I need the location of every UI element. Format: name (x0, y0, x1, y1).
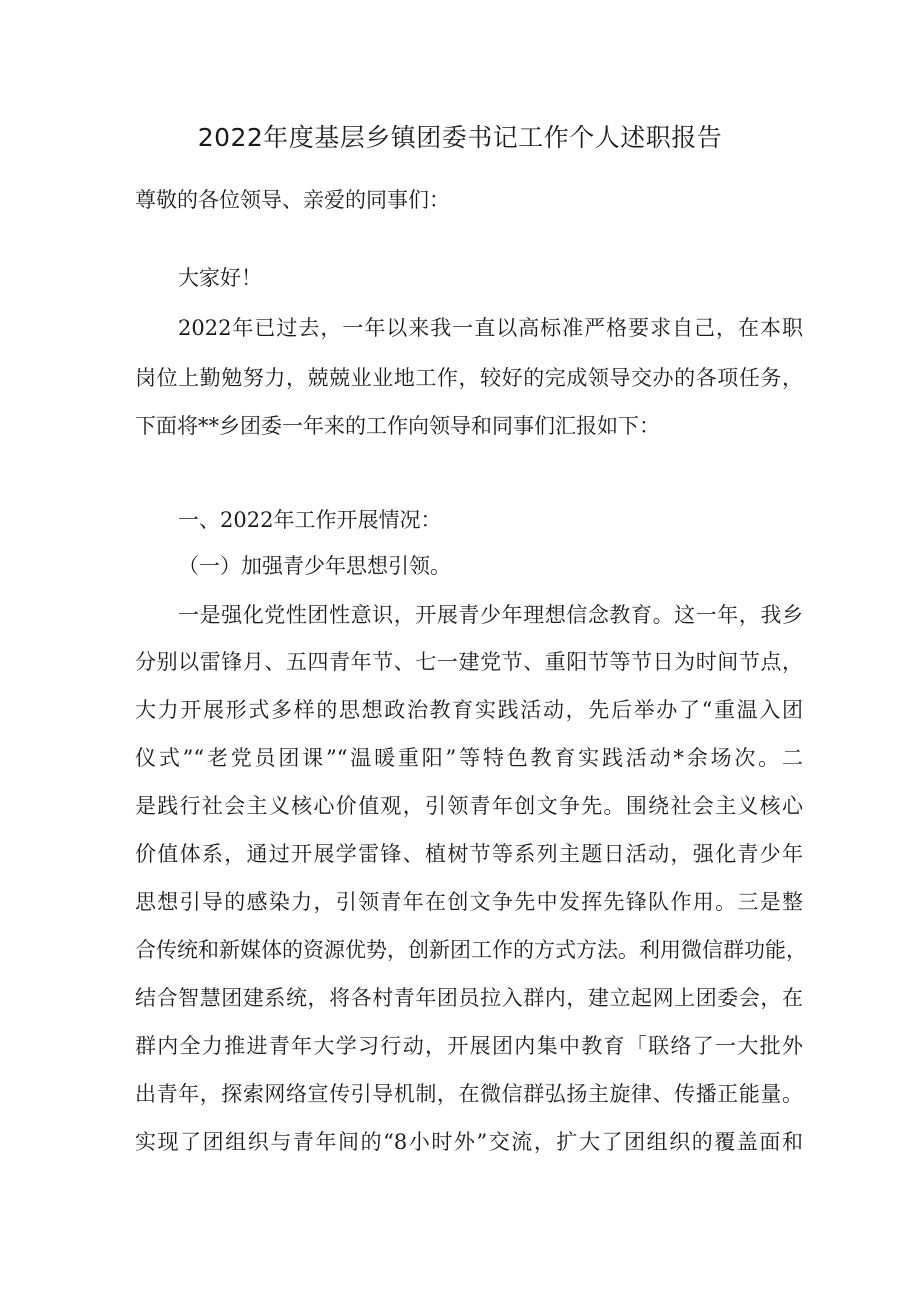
intro-line: 岗位上勤勉努力，兢兢业业地工作，较好的完成领导交办的各项任务， (135, 366, 803, 390)
body-line: 价值体系，通过开展学雷锋、植树节等系列主题日活动，强化青少年 (135, 842, 803, 866)
body-line: 大力开展形式多样的思想政治教育实践活动，先后举办了“重温入团 (135, 698, 803, 722)
greeting: 大家好！ (178, 266, 262, 290)
body-line: 合传统和新媒体的资源优势，创新团工作的方式方法。利用微信群功能， (135, 938, 807, 962)
body-line: 分别以雷锋月、五四青年节、七一建党节、重阳节等节日为时间节点， (135, 650, 803, 674)
body-line: 是践行社会主义核心价值观，引领青年创文争先。围绕社会主义核心 (135, 794, 803, 818)
body-line: 一是强化党性团性意识，开展青少年理想信念教育。这一年，我乡 (178, 603, 803, 627)
subsection-heading: （一）加强青少年思想引领。 (178, 554, 451, 578)
body-line: 实现了团组织与青年间的“8小时外”交流，扩大了团组织的覆盖面和 (135, 1130, 803, 1154)
salutation: 尊敬的各位领导、亲爱的同事们： (135, 188, 450, 212)
body-line: 结合智慧团建系统，将各村青年团员拉入群内，建立起网上团委会，在 (135, 986, 803, 1010)
document-title: 2022年度基层乡镇团委书记工作个人述职报告 (197, 123, 723, 152)
body-line: 群内全力推进青年大学习行动，开展团内集中教育「联络了一大批外 (135, 1034, 803, 1058)
body-line: 出青年，探索网络宣传引导机制，在微信群弘扬主旋律、传播正能量。 (135, 1082, 803, 1106)
section-heading: 一、2022年工作开展情况： (178, 508, 442, 532)
body-line: 思想引导的感染力，引领青年在创文争先中发挥先锋队作用。三是整 (135, 890, 803, 914)
body-line: 仪式”“老党员团课”“温暖重阳”等特色教育实践活动*余场次。二 (135, 746, 803, 770)
intro-line: 2022年已过去，一年以来我一直以高标准严格要求自己，在本职 (178, 316, 803, 340)
intro-line: 下面将**乡团委一年来的工作向领导和同事们汇报如下： (135, 414, 660, 438)
